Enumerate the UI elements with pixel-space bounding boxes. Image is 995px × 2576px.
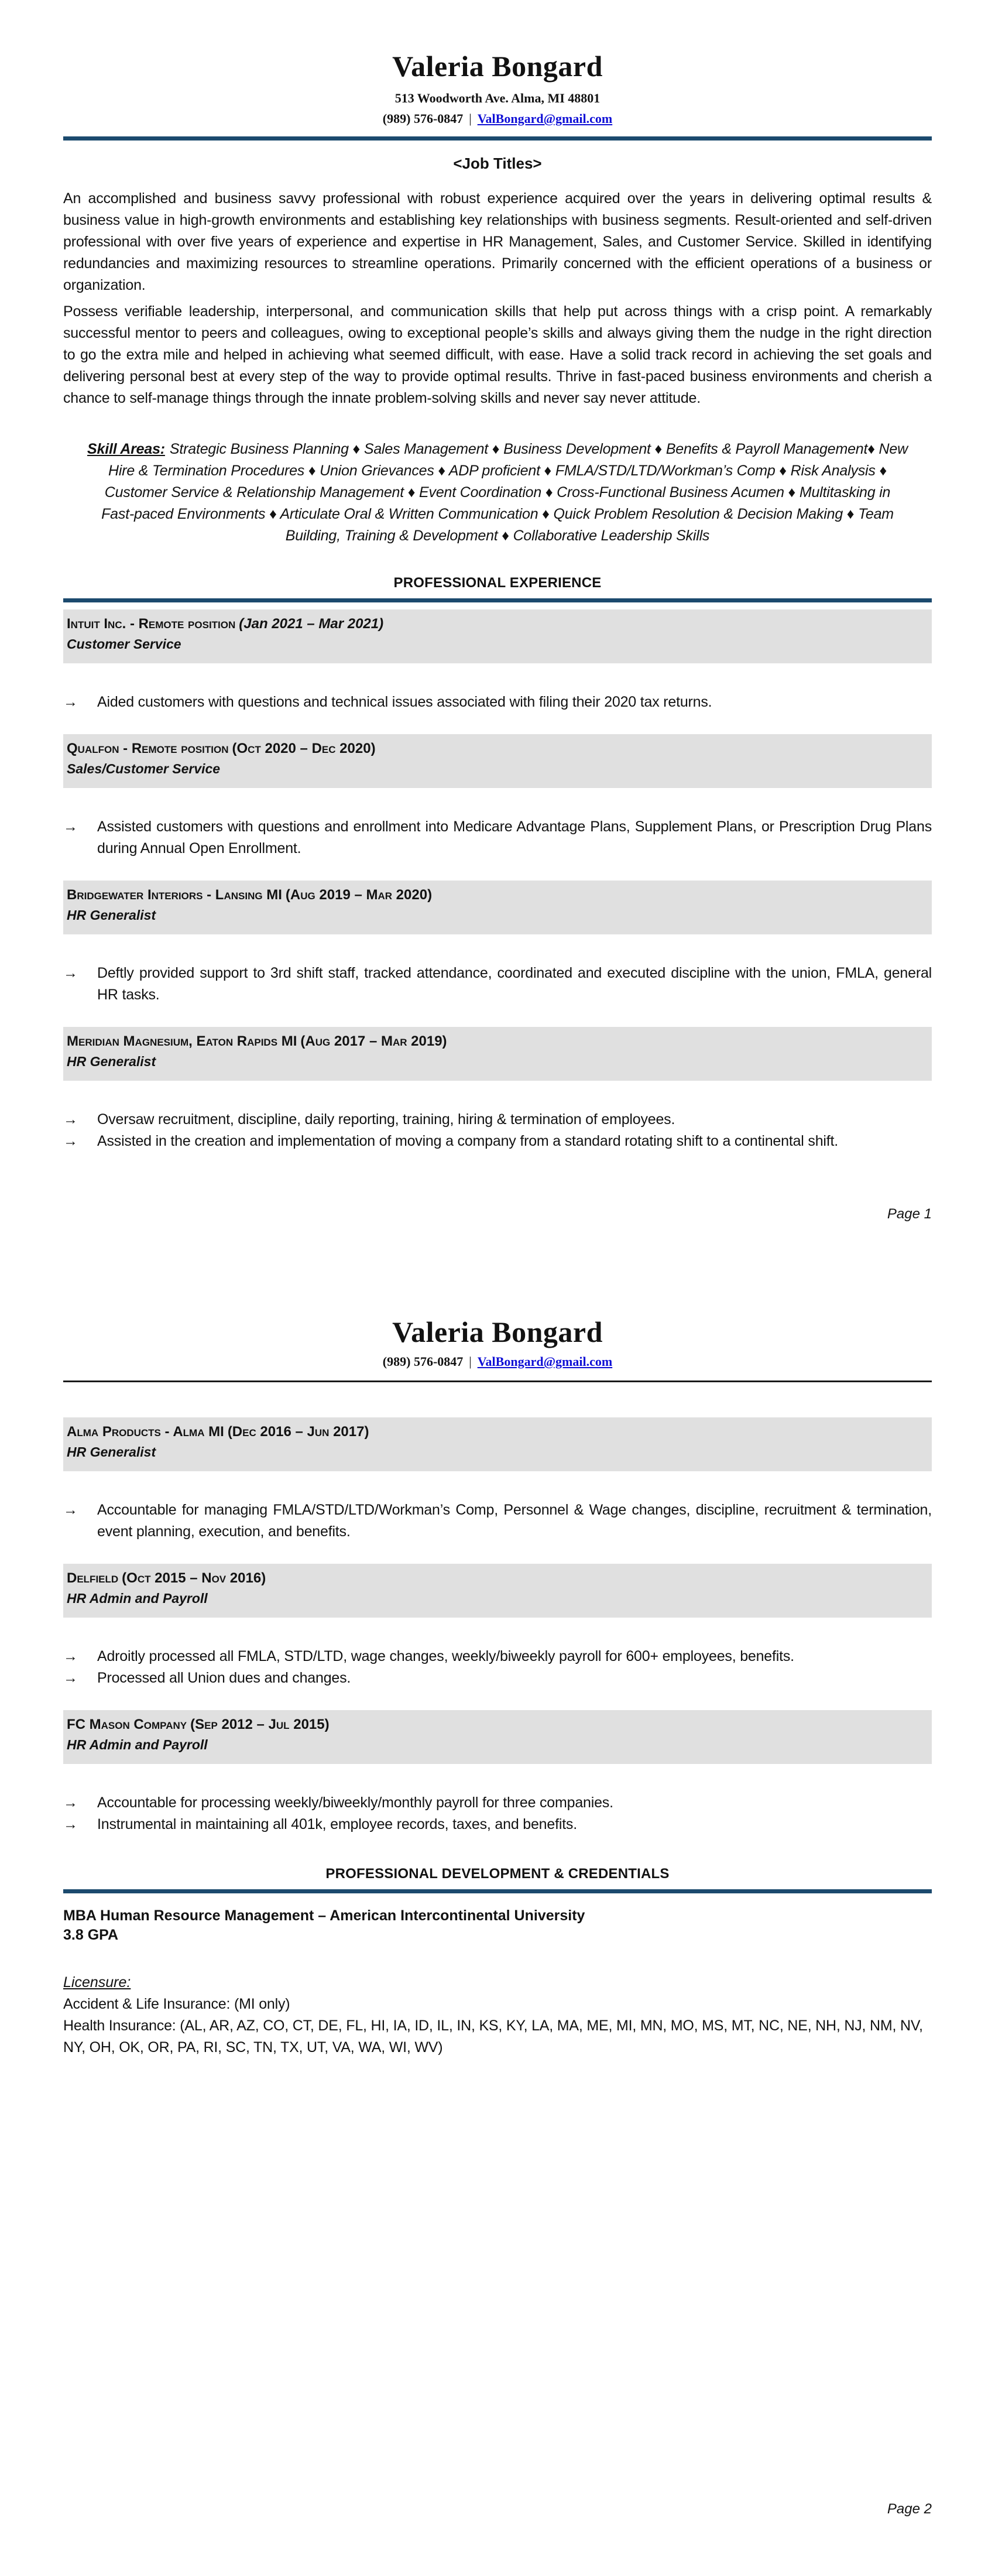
skill-areas-text: Strategic Business Planning ♦ Sales Management ♦ Business Development ♦ Benefits & Payroll Management♦ New Hire & Termination Procedures ♦ Union Grievances ♦ ADP proficient ♦ FMLA/STD/LTD/Workman’s Comp ♦ Risk Analysis ♦ Customer Service & Relationship Management ♦ Event Coordination ♦ Cross-Functional Business Acumen ♦ Multitasking in Fast-paced Environments ♦ Articulate Oral & Written Communication ♦ Quick Problem Resolution & Decision Making ♦ Team Building, Training & Development ♦ Collaborative Leadership Skills (101, 441, 908, 544)
bullet-item (63, 1499, 932, 1543)
skill-areas-block (63, 439, 932, 547)
section-heading-credentials: PROFESSIONAL DEVELOPMENT & CREDENTIALS (325, 1866, 670, 1882)
arrow-bullet-icon: → (63, 1816, 78, 1832)
job-bullets-intuit (63, 691, 932, 713)
job-header-intuit (63, 609, 932, 663)
bullet-text: Aided customers with questions and technical issues associated with filing their 2020 tax returns. (97, 694, 712, 710)
job-header-fcmason (63, 1710, 932, 1764)
resume-page-1 (0, 0, 995, 1265)
page2-phone-number: (989) 576-0847 (382, 1354, 464, 1369)
bullet-item (63, 962, 932, 1006)
bullet-text: Adroitly processed all FMLA, STD/LTD, wage changes, weekly/biweekly payroll for 600+ employees, benefits. (97, 1648, 794, 1664)
arrow-bullet-icon: → (63, 1502, 78, 1518)
page2-contact-separator: | (469, 1354, 472, 1369)
page1-phone-number: (989) 576-0847 (382, 111, 464, 126)
job-company: Alma Products - Alma MI (67, 1424, 224, 1440)
licensure-line-accident: Accident & Life Insurance: (MI only) (63, 1996, 290, 2012)
resume-page-2 (0, 1265, 995, 2576)
skill-areas-label: Skill Areas: (87, 441, 165, 457)
page1-email-link[interactable]: ValBongard@gmail.com (477, 111, 613, 126)
job-bullets-bridgewater (63, 962, 932, 1006)
job-bullets-fcmason (63, 1792, 932, 1835)
bullet-item (63, 1131, 932, 1152)
job-header-bridgewater (63, 881, 932, 934)
job-bullets-delfield (63, 1646, 932, 1689)
job-title: Customer Service (67, 636, 181, 652)
job-dates: (Sep 2012 – Jul 2015) (190, 1717, 330, 1732)
bullet-item (63, 816, 932, 859)
arrow-bullet-icon: → (63, 694, 78, 710)
job-company-line (67, 885, 925, 905)
job-title: Sales/Customer Service (67, 761, 221, 776)
job-company: Qualfon - Remote position (67, 741, 229, 756)
page1-page-number: Page 1 (887, 1206, 932, 1222)
job-title: HR Generalist (67, 1444, 156, 1460)
licensure-line-health: Health Insurance: (AL, AR, AZ, CO, CT, DE, FL, HI, IA, ID, IL, IN, KS, KY, LA, MA, ME, MI, MN, MO, MS, MT, NC, NE, NH, NJ, NM, NV, NY, OH, OK, OR, PA, RI, SC, TN, TX, UT, VA, WA, WI, WV) (63, 2017, 923, 2056)
arrow-bullet-icon: → (63, 1111, 78, 1128)
job-dates: (Aug 2017 – Mar 2019) (300, 1033, 447, 1049)
bullet-item (63, 1792, 932, 1814)
job-header-meridian (63, 1027, 932, 1081)
job-company: Bridgewater Interiors - Lansing MI (67, 887, 282, 903)
section-heading-professional-experience: PROFESSIONAL EXPERIENCE (393, 575, 602, 591)
summary-paragraph-2: Possess verifiable leadership, interpersonal, and communication skills that help put across things with a crisp point. A remarkably successful mentor to peers and colleagues, owing to exceptional people’s skills and always giving them the nudge in the right direction to go the extra mile and helped in achieving what seemed difficult, with ease. Have a solid track record in achieving the set goals and delivering personal best at every step of the way to provide optimal results. Thrive in fast-paced business environments and cherish a chance to self-manage things through the innate problem-solving skills and never say never attitude. (63, 303, 932, 406)
credentials-section-divider (63, 1889, 932, 1893)
bullet-item (63, 1646, 932, 1667)
arrow-bullet-icon: → (63, 1794, 78, 1811)
bullet-text: Assisted in the creation and implementation of moving a company from a standard rotating shift to a continental shift. (97, 1133, 838, 1149)
page1-address-line: 513 Woodworth Ave. Alma, MI 48801 (394, 91, 601, 105)
arrow-bullet-icon: → (63, 1133, 78, 1149)
gpa-line: 3.8 GPA (63, 1927, 119, 1943)
page2-page-number: Page 2 (887, 2501, 932, 2517)
job-company: FC Mason Company (67, 1717, 187, 1732)
job-title: HR Generalist (67, 1054, 156, 1069)
job-company: Meridian Magnesium, Eaton Rapids MI (67, 1033, 297, 1049)
job-company: Intuit Inc. - Remote position (67, 616, 236, 632)
page1-contact-separator: | (469, 111, 472, 126)
job-dates: (Oct 2020 – Dec 2020) (232, 741, 376, 756)
job-bullets-qualfon (63, 816, 932, 859)
job-dates: (Aug 2019 – Mar 2020) (285, 887, 433, 903)
page1-contact-line (63, 111, 932, 127)
page2-email-link[interactable]: ValBongard@gmail.com (477, 1354, 613, 1369)
page2-header-divider (63, 1381, 932, 1382)
job-title: HR Admin and Payroll (67, 1737, 208, 1752)
job-title: HR Admin and Payroll (67, 1591, 208, 1606)
page1-header-divider (63, 136, 932, 141)
degree-line: MBA Human Resource Management – American Intercontinental University (63, 1907, 585, 1924)
arrow-bullet-icon: → (63, 818, 78, 835)
licensure-label: Licensure: (63, 1974, 131, 1991)
job-title: HR Generalist (67, 907, 156, 923)
page2-name-title: Valeria Bongard (392, 1316, 603, 1348)
bullet-item (63, 1814, 932, 1835)
job-bullets-alma (63, 1499, 932, 1543)
bullet-text: Oversaw recruitment, discipline, daily reporting, training, hiring & termination of employees. (97, 1111, 675, 1128)
job-dates: (Dec 2016 – Jun 2017) (227, 1424, 369, 1440)
arrow-bullet-icon: → (63, 965, 78, 981)
bullet-text: Accountable for managing FMLA/STD/LTD/Workman’s Comp, Personnel & Wage changes, discipline, recruitment & termination, event planning, execution, and benefits. (97, 1502, 932, 1540)
job-dates: (Oct 2015 – Nov 2016) (122, 1570, 266, 1586)
job-bullets-meridian (63, 1109, 932, 1152)
job-header-alma (63, 1417, 932, 1471)
job-titles-placeholder: <Job Titles> (453, 155, 542, 172)
job-header-delfield (63, 1564, 932, 1618)
bullet-item (63, 1109, 932, 1131)
job-company-line (67, 1568, 925, 1588)
arrow-bullet-icon: → (63, 1670, 78, 1686)
job-header-qualfon (63, 734, 932, 788)
bullet-item (63, 1667, 932, 1689)
page2-contact-line (63, 1354, 932, 1370)
experience-section-divider (63, 598, 932, 602)
job-company-line (67, 739, 925, 759)
job-dates: (Jan 2021 – Mar 2021) (239, 616, 384, 632)
bullet-text: Assisted customers with questions and enrollment into Medicare Advantage Plans, Supplement Plans, or Prescription Drug Plans during Annual Open Enrollment. (97, 818, 932, 857)
job-company: Delfield (67, 1570, 119, 1586)
job-company-line (67, 1422, 925, 1442)
bullet-text: Instrumental in maintaining all 401k, employee records, taxes, and benefits. (97, 1816, 577, 1832)
job-company-line (67, 1715, 925, 1735)
job-company-line (67, 1032, 925, 1051)
page1-name-title: Valeria Bongard (392, 50, 603, 83)
arrow-bullet-icon: → (63, 1648, 78, 1664)
bullet-item (63, 691, 932, 713)
summary-paragraph-1: An accomplished and business savvy professional with robust experience acquired over the years in delivering optimal results & business value in high-growth environments and establishing key relationships with business segments. Result-oriented and self-driven professional with over five years of experience and expertise in HR Management, Sales, and Customer Service. Skilled in identifying redundancies and maximizing resources to streamline operations. Primarily concerned with the efficient operations of a business or organization. (63, 190, 932, 293)
bullet-text: Processed all Union dues and changes. (97, 1670, 351, 1686)
bullet-text: Deftly provided support to 3rd shift staff, tracked attendance, coordinated and executed discipline with the union, FMLA, general HR tasks. (97, 965, 932, 1003)
bullet-text: Accountable for processing weekly/biweekly/monthly payroll for three companies. (97, 1794, 613, 1811)
job-company-line (67, 614, 925, 634)
